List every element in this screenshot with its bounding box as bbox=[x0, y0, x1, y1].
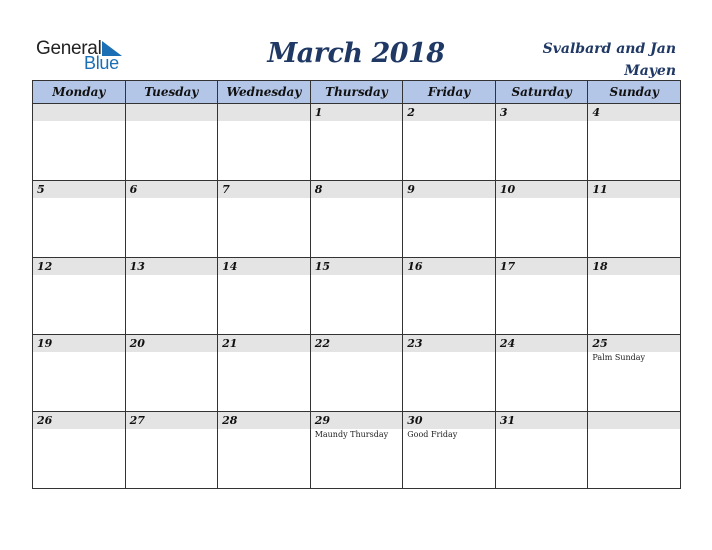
day-cell bbox=[588, 181, 681, 258]
logo-text-general: General bbox=[36, 38, 102, 59]
day-cell bbox=[495, 258, 588, 335]
holiday-label bbox=[588, 121, 680, 122]
day-number: 5 bbox=[33, 181, 125, 198]
holiday-label bbox=[403, 198, 495, 199]
holiday-label bbox=[218, 352, 310, 353]
day-number: 11 bbox=[588, 181, 680, 198]
day-cell bbox=[33, 104, 126, 181]
holiday-label bbox=[588, 429, 680, 430]
weekday-tuesday: Tuesday bbox=[125, 81, 218, 104]
holiday-label bbox=[33, 429, 125, 430]
day-number: 7 bbox=[218, 181, 310, 198]
holiday-label bbox=[126, 121, 218, 122]
holiday-label bbox=[126, 352, 218, 353]
day-cell bbox=[218, 335, 311, 412]
day-number: 8 bbox=[311, 181, 403, 198]
day-number: 25 bbox=[588, 335, 680, 352]
week-row bbox=[33, 258, 681, 335]
holiday-label bbox=[126, 275, 218, 276]
day-cell bbox=[125, 335, 218, 412]
day-number: 12 bbox=[33, 258, 125, 275]
day-cell bbox=[588, 412, 681, 489]
day-cell bbox=[495, 181, 588, 258]
day-cell bbox=[218, 181, 311, 258]
region-name: Svalbard and Jan Mayen bbox=[542, 41, 676, 79]
day-cell bbox=[403, 258, 496, 335]
day-cell bbox=[310, 258, 403, 335]
weekday-header-row bbox=[33, 81, 681, 104]
holiday-label bbox=[311, 275, 403, 276]
day-number: 30 bbox=[403, 412, 495, 429]
calendar-title: March 2018 bbox=[267, 38, 445, 69]
day-cell bbox=[33, 258, 126, 335]
holiday-label bbox=[311, 121, 403, 122]
day-number: 3 bbox=[496, 104, 588, 121]
holiday-label bbox=[311, 198, 403, 199]
holiday-label: Good Friday bbox=[407, 430, 458, 439]
day-number: 26 bbox=[33, 412, 125, 429]
day-cell bbox=[310, 412, 403, 489]
day-number: 15 bbox=[311, 258, 403, 275]
day-cell bbox=[495, 104, 588, 181]
day-cell bbox=[33, 181, 126, 258]
day-number bbox=[218, 104, 310, 121]
day-cell bbox=[218, 258, 311, 335]
holiday-label bbox=[588, 275, 680, 276]
day-cell bbox=[33, 335, 126, 412]
holiday-label bbox=[33, 352, 125, 353]
holiday-label bbox=[311, 352, 403, 353]
day-number: 1 bbox=[311, 104, 403, 121]
day-number: 24 bbox=[496, 335, 588, 352]
day-number: 9 bbox=[403, 181, 495, 198]
day-number bbox=[126, 104, 218, 121]
holiday-label bbox=[588, 198, 680, 199]
holiday-label: Maundy Thursday bbox=[314, 430, 389, 439]
weekday-monday: Monday bbox=[33, 81, 126, 104]
day-cell bbox=[218, 412, 311, 489]
day-number: 20 bbox=[126, 335, 218, 352]
day-number: 4 bbox=[588, 104, 680, 121]
weekday-saturday: Saturday bbox=[495, 81, 588, 104]
day-cell bbox=[310, 181, 403, 258]
day-number: 17 bbox=[496, 258, 588, 275]
day-cell bbox=[495, 335, 588, 412]
day-cell bbox=[310, 104, 403, 181]
weekday-friday: Friday bbox=[403, 81, 496, 104]
holiday-label bbox=[496, 352, 588, 353]
day-number: 29 bbox=[311, 412, 403, 429]
logo-text-blue: Blue bbox=[84, 53, 119, 73]
holiday-label bbox=[218, 198, 310, 199]
week-row bbox=[33, 181, 681, 258]
holiday-label bbox=[33, 198, 125, 199]
holiday-label bbox=[126, 198, 218, 199]
day-number: 23 bbox=[403, 335, 495, 352]
holiday-label bbox=[126, 429, 218, 430]
day-number: 18 bbox=[588, 258, 680, 275]
day-cell bbox=[588, 258, 681, 335]
day-number: 21 bbox=[218, 335, 310, 352]
day-number: 10 bbox=[496, 181, 588, 198]
weekday-wednesday: Wednesday bbox=[218, 81, 311, 104]
day-cell bbox=[33, 412, 126, 489]
day-number: 14 bbox=[218, 258, 310, 275]
holiday-label bbox=[403, 275, 495, 276]
day-cell bbox=[403, 104, 496, 181]
day-cell bbox=[403, 181, 496, 258]
weekday-sunday: Sunday bbox=[588, 81, 681, 104]
calendar-grid bbox=[32, 80, 681, 489]
day-cell bbox=[310, 335, 403, 412]
week-row bbox=[33, 335, 681, 412]
day-cell bbox=[218, 104, 311, 181]
day-number: 19 bbox=[33, 335, 125, 352]
holiday-label bbox=[403, 121, 495, 122]
holiday-label bbox=[496, 121, 588, 122]
day-number bbox=[33, 104, 125, 121]
holiday-label bbox=[403, 352, 495, 353]
day-number bbox=[588, 412, 680, 429]
holiday-label bbox=[496, 198, 588, 199]
holiday-label bbox=[33, 121, 125, 122]
holiday-label: Palm Sunday bbox=[592, 353, 646, 362]
holiday-label bbox=[33, 275, 125, 276]
holiday-label bbox=[218, 275, 310, 276]
holiday-label bbox=[218, 429, 310, 430]
day-cell bbox=[588, 335, 681, 412]
day-number: 28 bbox=[218, 412, 310, 429]
day-cell bbox=[403, 412, 496, 489]
day-cell bbox=[125, 258, 218, 335]
day-number: 6 bbox=[126, 181, 218, 198]
day-number: 27 bbox=[126, 412, 218, 429]
day-number: 2 bbox=[403, 104, 495, 121]
day-number: 31 bbox=[496, 412, 588, 429]
day-cell bbox=[588, 104, 681, 181]
day-cell bbox=[495, 412, 588, 489]
holiday-label bbox=[496, 429, 588, 430]
day-cell bbox=[125, 181, 218, 258]
week-row bbox=[33, 412, 681, 489]
holiday-label bbox=[218, 121, 310, 122]
day-number: 22 bbox=[311, 335, 403, 352]
day-cell bbox=[403, 335, 496, 412]
weekday-thursday: Thursday bbox=[310, 81, 403, 104]
day-number: 16 bbox=[403, 258, 495, 275]
calendar-body bbox=[33, 104, 681, 489]
holiday-label bbox=[496, 275, 588, 276]
day-cell bbox=[125, 412, 218, 489]
day-cell bbox=[125, 104, 218, 181]
week-row bbox=[33, 104, 681, 181]
day-number: 13 bbox=[126, 258, 218, 275]
